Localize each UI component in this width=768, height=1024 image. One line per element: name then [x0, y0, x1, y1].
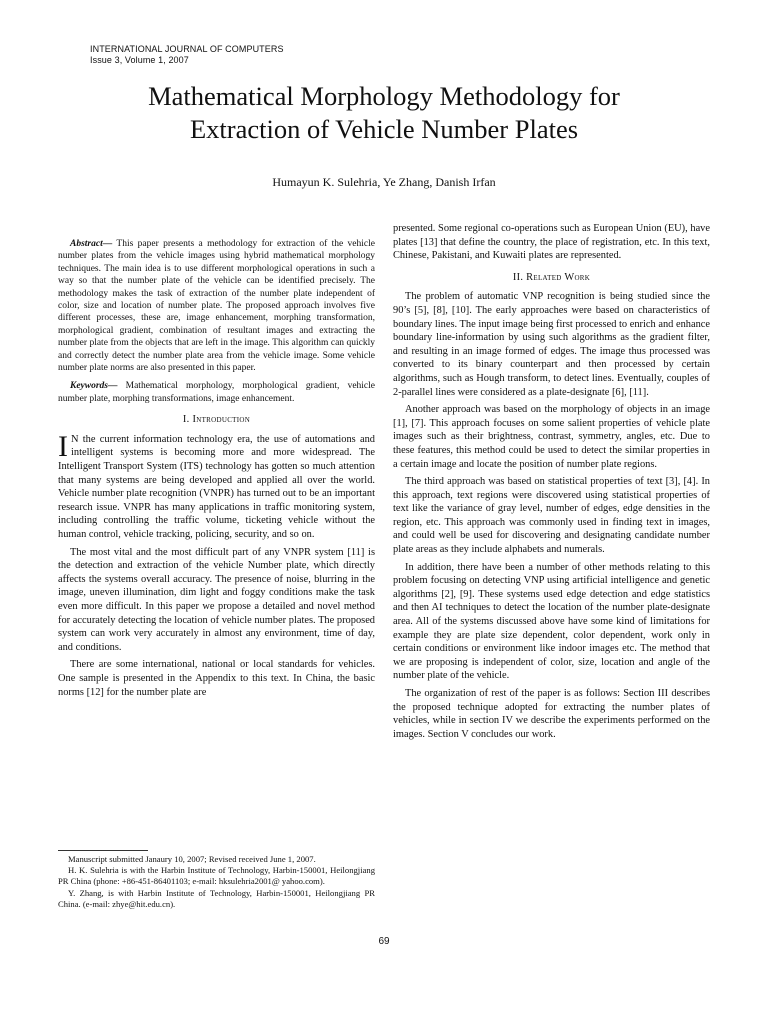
- intro-paragraph-1-text: N the current information technology era, the use of automations and intelligent systems is becoming more and more widespread. The Intelligent Transport System (ITS) technology has gotten so much attention that many systems are being developed and applied all over the world. Vehicle number plate recognition (VNPR) has turned out to be an important research issue. VNPR has many applications in traffic monitoring system, including controlling the traffic volume, ticketing vehicle without the human control, vehicle tracking, policing, security, and so on.: [58, 433, 375, 541]
- section-1-title: Introduction: [192, 414, 251, 426]
- related-paragraph-1: The problem of automatic VNP recognition is being studied since the 90’s [5], [8], [10]. The early approaches were based on characteristics of boundary lines. The input image being first processed to enrich and enhance boundary line-information by using such algorithms as the gradient filter, and resulting in an image formed of edges. The image thus processed was converted to its binary counterpart and then processed by certain algorithms, such as Hough transform, to detect lines. Eventually, couples of 2-parallel lines were considered as a plate-designate [6], [11].: [393, 291, 710, 398]
- related-paragraph-4: In addition, there have been a number of other methods relating to this problem focusing on detecting VNP using artificial intelligence and genetic algorithms [2], [9]. These systems used edge detection and edge statistics and then AI techniques to detect the location of the number plate-designate area. All of the systems discussed above have some kind of limitations for example they are plate size dependent, color dependent, work only in certain conditions or environment like indoor images etc. The method that we are proposing is independent of color, size, location and angle of the number plate of the vehicle.: [393, 561, 710, 682]
- keywords-text: Mathematical morphology, morphological gradient, vehicle number plate, morphing transformations, image enhancement.: [58, 381, 375, 404]
- intro-paragraph-2: The most vital and the most difficult part of any VNPR system [11] is the detection and extraction of the vehicle Number plate, which directly affects the systems overall accuracy. The presence of noise, blurring in the image, uneven illumination, dim light and foggy conditions make the task even more difficult. In this paper we propose a detailed and novel method for accurately detecting the location of vehicle number plates. The proposed system can work very accurately in almost any environment, time of day, and conditions.: [58, 546, 375, 653]
- intro-paragraph-3: There are some international, national or local standards for vehicles. One sample is presented in the Appendix to this text. In China, the basic norms [12] for the number plate are: [58, 659, 375, 698]
- section-1-heading: [58, 413, 375, 427]
- page-number: 69: [378, 936, 390, 947]
- authors: Humayun K. Sulehria, Ye Zhang, Danish Irfan: [272, 175, 496, 189]
- keywords-label: Keywords—: [70, 381, 118, 392]
- related-paragraph-3: The third approach was based on statistical properties of text [3], [4]. In this approach, text regions were discovered using statistical properties of text like the variance of gray level, number of edges, edge densities in the region, etc. This approach was commonly used in finding text in images, and could well be used for discovering and designating candidate number plate areas as they include alphabets and numerals.: [393, 476, 710, 556]
- section-2-heading: [393, 271, 710, 285]
- related-paragraph-2: Another approach was based on the morphology of objects in an image [1], [7]. This approach focuses on some salient properties of vehicle plate images such as their brightness, contrast, symmetry, angles, etc. Due to these features, this method could be used to detect the similar properties in a certain image and locate the position of number plate regions.: [393, 404, 710, 470]
- intro-continuation: presented. Some regional co-operations such as European Union (EU), have plates [13] that define the country, the place of registration, etc. In this text, Chinese, Pakistani, and Kuwaiti plates are represented.: [393, 223, 710, 262]
- abstract: [58, 238, 375, 374]
- left-column: [58, 238, 375, 703]
- paper-title: [40, 80, 728, 146]
- footnote-rule: [58, 850, 148, 851]
- abstract-label: Abstract—: [70, 239, 113, 249]
- right-column: [393, 222, 710, 745]
- drop-cap: I: [58, 429, 68, 463]
- title-line-2: Extraction of Vehicle Number Plates: [189, 114, 579, 144]
- footnote-author-2: Y. Zhang, is with Harbin Institute of Technology, Harbin-150001, Heilongjiang PR China. (e-mail: zhye@hit.edu.cn).: [58, 887, 375, 909]
- intro-paragraph-1: [58, 429, 375, 542]
- section-1-numeral: I.: [182, 414, 190, 426]
- section-2-numeral: II.: [512, 271, 524, 283]
- footnote-author-1: H. K. Sulehria is with the Harbin Institute of Technology, Harbin-150001, Heilongjiang PR China (phone: +86-451-86401103; e-mail: hksulehria2001@ yahoo.com).: [58, 865, 375, 887]
- section-2-title: Related Work: [526, 271, 591, 283]
- footnote-manuscript: Manuscript submitted Janaury 10, 2007; Revised received June 1, 2007.: [68, 854, 316, 864]
- title-line-1: Mathematical Morphology Methodology for: [148, 81, 620, 111]
- footnotes: [58, 850, 375, 910]
- journal-header: [90, 44, 284, 66]
- keywords: [58, 380, 375, 405]
- related-paragraph-5: The organization of rest of the paper is as follows: Section III describes the proposed technique adopted for extracting the number plates of vehicles, while in section IV we describe the experiments performed on the images. Section V concludes our work.: [393, 688, 710, 740]
- journal-name: INTERNATIONAL JOURNAL OF COMPUTERS: [90, 44, 284, 54]
- journal-issue: Issue 3, Volume 1, 2007: [90, 55, 189, 65]
- abstract-text: This paper presents a methodology for extraction of the vehicle number plates from the vehicle images using hybrid mathematical morphology techniques. The main idea is to use different morphological operations in such a way so that the number plate of the vehicle can be identified precisely. The methodology makes the task of extraction of the number plate independent of color, size and location of number plate. The proposed approach involves five different processes, these are, image enhancement, morphing transformation, morphological gradient, combination of resultant images and extracting the number plate from the objects that are left in the image. This algorithm can quickly and correctly detect the number plate area from the vehicle image. Some vehicle number plate norms are also presented in this paper.: [58, 239, 375, 374]
